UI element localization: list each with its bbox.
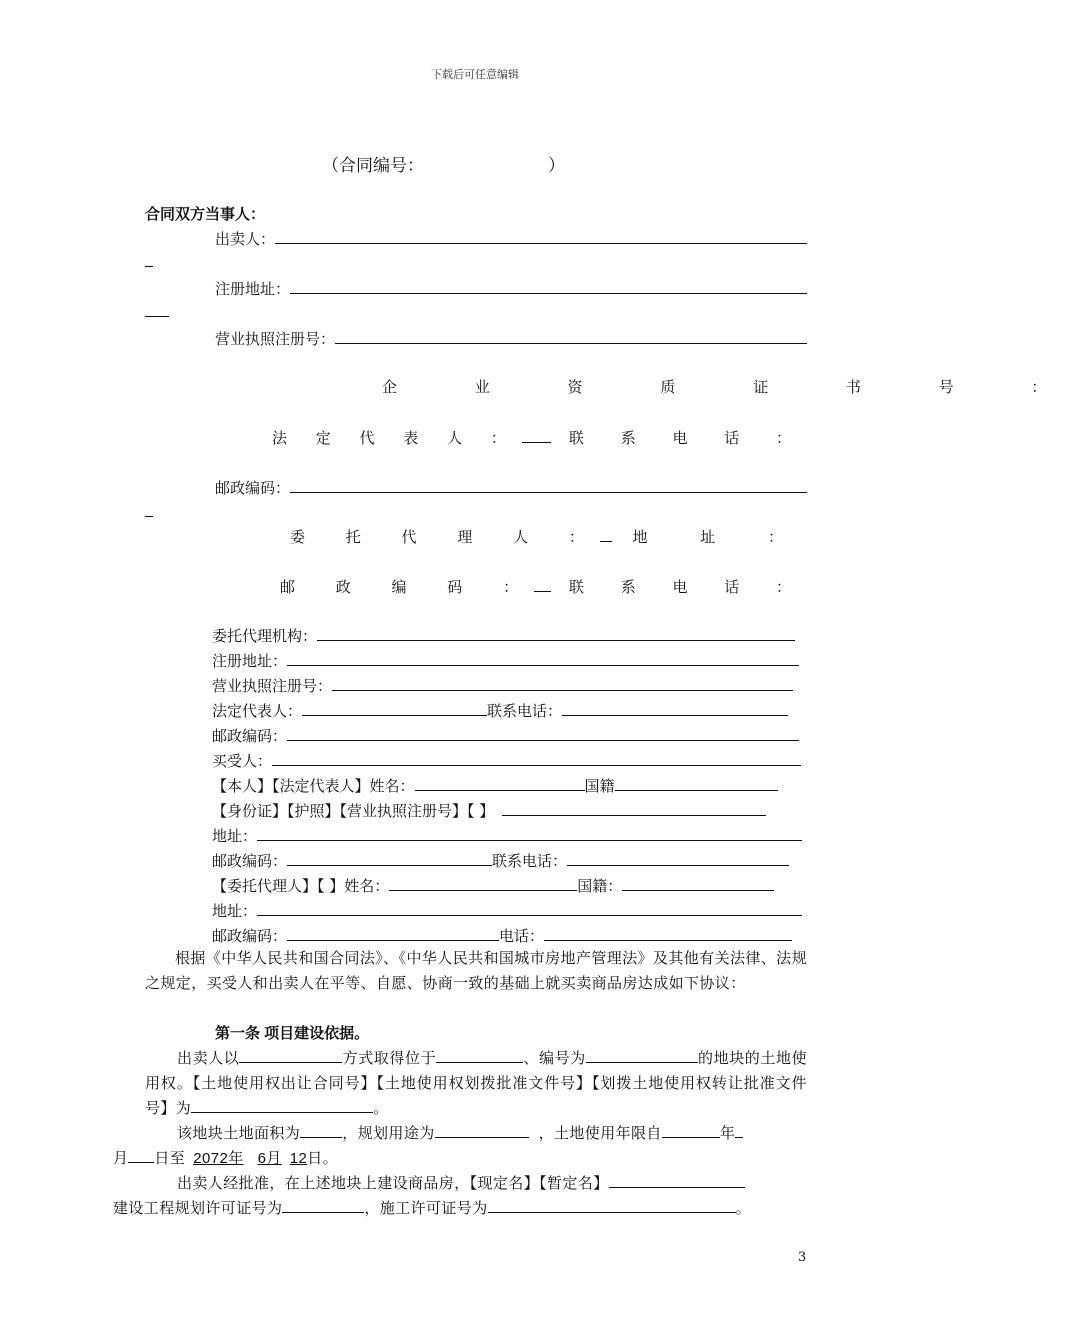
buyer-nationality-field[interactable] xyxy=(615,776,778,791)
buyer-agent-nationality-label: 国籍： xyxy=(577,877,623,895)
seller-postcode-label: 邮政编码： xyxy=(215,479,291,497)
agency-address-field[interactable] xyxy=(287,651,799,666)
p3-b: 建设工程规划许可证号为 xyxy=(113,1199,283,1217)
agency-org-row xyxy=(212,625,795,646)
article1-p3 xyxy=(113,1171,807,1221)
buyer-agent-postcode-label: 邮政编码： xyxy=(212,927,288,945)
seller-agent-addr-label: 地 址 ： xyxy=(632,528,807,546)
seller-name-row xyxy=(215,227,807,249)
p2-f: 日至 xyxy=(154,1149,186,1167)
seller-legal-rep-row xyxy=(272,426,807,448)
buyer-agent-field[interactable] xyxy=(389,876,577,891)
buyer-self-label: 【本人】【法定代表人】姓名： xyxy=(212,777,415,795)
agency-license-row xyxy=(212,675,793,696)
p2-d: 年 xyxy=(719,1124,736,1142)
p2-e: 月 xyxy=(113,1149,129,1167)
wrap-line xyxy=(145,266,153,267)
p3-a: 出卖人经批准，在上述地块上建设商品房，【现定名】【暂定名】 xyxy=(177,1174,609,1192)
seller-license-label: 营业执照注册号： xyxy=(215,330,336,348)
end-year: 2072 xyxy=(193,1150,229,1167)
buyer-phone-field[interactable] xyxy=(567,851,789,866)
seller-phone-label: 联 系 电 话 ： xyxy=(568,429,807,447)
seller-name-label: 出卖人： xyxy=(215,230,276,248)
seller-agent-field[interactable] xyxy=(600,525,613,542)
seller-postcode-field[interactable] xyxy=(290,476,807,493)
p1-c: 、编号为 xyxy=(523,1049,586,1067)
buyer-postcode-field[interactable] xyxy=(287,851,492,866)
agency-postcode-field[interactable] xyxy=(287,726,799,741)
agency-postcode-row xyxy=(212,725,799,746)
p2-i: 日。 xyxy=(307,1149,339,1167)
buyer-address-row xyxy=(212,825,802,846)
parties-heading: 合同双方当事人： xyxy=(145,206,266,223)
buyer-phone-label: 联系电话： xyxy=(492,852,568,870)
buyer-nationality-label: 国籍 xyxy=(584,777,615,795)
buyer-agent-row xyxy=(212,875,774,896)
agency-license-label: 营业执照注册号： xyxy=(212,677,333,695)
land-doc-number-field[interactable] xyxy=(191,1098,373,1113)
contract-number-close: ） xyxy=(548,156,565,176)
wrap-line xyxy=(145,316,169,317)
contract-number-label: （合同编号： xyxy=(322,156,424,176)
buyer-id-label: 【身份证】【护照】【营业执照注册号】【 】 xyxy=(212,802,495,820)
buyer-agent-address-field[interactable] xyxy=(257,901,802,916)
p2-h: 月 xyxy=(266,1149,282,1167)
seller-agent-row xyxy=(290,525,807,547)
construction-permit-field[interactable] xyxy=(488,1198,736,1213)
buyer-self-row xyxy=(212,775,778,796)
agency-legal-rep-label: 法定代表人： xyxy=(212,702,303,720)
article1-title: 第一条 项目建设依据。 xyxy=(215,1025,370,1042)
end-month: 6 xyxy=(257,1150,267,1167)
preamble: 根据《中华人民共和国合同法》、《中华人民共和国城市房地产管理法》及其他有关法律、法规之规定，买受人和出卖人在平等、自愿、协商一致的基础上就买卖商品房达成如下协议： xyxy=(145,949,807,992)
buyer-id-row xyxy=(212,800,766,821)
buyer-postcode-row xyxy=(212,850,789,871)
buyer-agent-postcode-row xyxy=(212,925,792,946)
seller-legal-rep-label: 法 定 代 表 人 ： xyxy=(272,429,518,447)
agency-phone-label: 联系电话： xyxy=(487,702,563,720)
agency-legal-rep-field[interactable] xyxy=(302,701,487,716)
start-month-field[interactable] xyxy=(735,1123,743,1138)
header-note: 下载后可任意编辑 xyxy=(431,68,519,81)
buyer-agent-address-row xyxy=(212,900,802,921)
buyer-agent-phone-field[interactable] xyxy=(544,926,792,941)
buyer-id-field[interactable] xyxy=(502,801,766,816)
agency-address-row xyxy=(212,650,799,671)
buyer-label: 买受人： xyxy=(212,752,273,770)
land-area-field[interactable] xyxy=(300,1123,342,1138)
seller-agent-postcode-field[interactable] xyxy=(534,575,551,592)
buyer-agent-phone-label: 电话： xyxy=(499,927,545,945)
seller-license-field[interactable] xyxy=(335,327,807,344)
p2-c: ，土地使用年限自 xyxy=(538,1124,662,1142)
project-name-field[interactable] xyxy=(609,1173,745,1188)
seller-name-field[interactable] xyxy=(275,227,807,244)
plot-number-field[interactable] xyxy=(586,1048,698,1063)
p1-b: 方式取得位于 xyxy=(342,1049,437,1067)
agency-org-field[interactable] xyxy=(317,626,795,641)
seller-address-label: 注册地址： xyxy=(215,280,291,298)
agency-postcode-label: 邮政编码： xyxy=(212,727,288,745)
p1-a: 出卖人以 xyxy=(177,1049,240,1067)
p3-c: ，施工许可证号为 xyxy=(364,1199,488,1217)
agency-address-label: 注册地址： xyxy=(212,652,288,670)
seller-agent-label: 委 托 代 理 人 ： xyxy=(290,528,602,546)
article1-p1 xyxy=(145,1046,807,1121)
seller-postcode-row xyxy=(215,476,807,498)
buyer-field[interactable] xyxy=(272,751,801,766)
article1-p2 xyxy=(113,1121,807,1171)
p1-d: 的地块的土地使用权。【土地使用权出让合同号】【土地使用权划拨批准文件号】【划拨土地使用权转让批准文件号】为 xyxy=(145,1049,807,1117)
land-location-field[interactable] xyxy=(436,1048,523,1063)
seller-agent-phone-label: 联 系 电 话 ： xyxy=(568,578,807,596)
buyer-row xyxy=(212,750,801,771)
buyer-postcode-label: 邮政编码： xyxy=(212,852,288,870)
buyer-address-label: 地址： xyxy=(212,827,258,845)
agency-legal-rep-row xyxy=(212,700,788,721)
buyer-agent-nationality-field[interactable] xyxy=(622,876,774,891)
land-acquisition-method-field[interactable] xyxy=(239,1048,342,1063)
buyer-address-field[interactable] xyxy=(257,826,802,841)
seller-legal-rep-field[interactable] xyxy=(522,426,551,443)
start-day-field[interactable] xyxy=(128,1148,154,1163)
wrap-line xyxy=(145,516,153,517)
seller-cert-label: 企 业 资 质 证 书 号 ： xyxy=(382,378,1083,396)
buyer-self-field[interactable] xyxy=(415,776,585,791)
seller-agent-postcode-row xyxy=(280,575,807,597)
p2-b: ，规划用途为 xyxy=(342,1124,435,1142)
agency-org-label: 委托代理机构： xyxy=(212,627,318,645)
seller-license-row xyxy=(215,327,807,349)
end-day: 12 xyxy=(289,1150,308,1167)
agency-phone-field[interactable] xyxy=(562,701,788,716)
buyer-agent-label: 【委托代理人】【 】姓名： xyxy=(212,877,390,895)
land-use-field[interactable] xyxy=(435,1123,529,1138)
seller-address-row xyxy=(215,277,807,299)
planning-permit-field[interactable] xyxy=(282,1198,364,1213)
p2-a: 该地块土地面积为 xyxy=(177,1124,301,1142)
page-number: 3 xyxy=(798,1250,807,1265)
p1-e: 。 xyxy=(373,1099,389,1117)
agency-license-field[interactable] xyxy=(332,676,793,691)
seller-agent-postcode-label: 邮 政 编 码 ： xyxy=(280,578,537,596)
p2-g: 年 xyxy=(228,1149,244,1167)
start-year-field[interactable] xyxy=(662,1123,720,1138)
p3-d: 。 xyxy=(735,1199,752,1217)
buyer-agent-postcode-field[interactable] xyxy=(287,926,499,941)
seller-address-field[interactable] xyxy=(290,277,807,294)
buyer-agent-address-label: 地址： xyxy=(212,902,258,920)
